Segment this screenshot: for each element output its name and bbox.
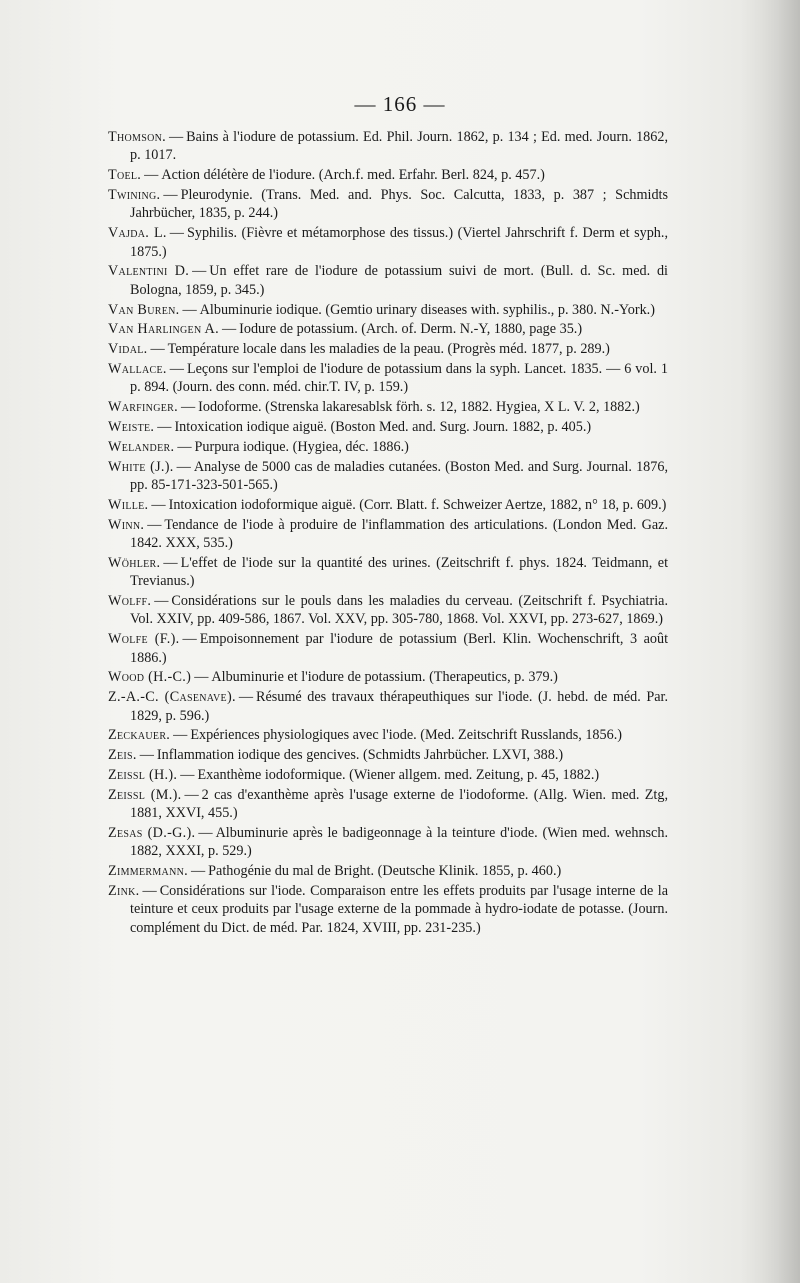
entry-author: Zeissl (H.). xyxy=(108,767,178,783)
entry-author: Zesas (D.-G.). xyxy=(108,825,196,841)
bibliography-entry xyxy=(108,458,668,495)
entry-title: Analyse de 5000 cas de maladies cutanées. xyxy=(193,458,442,475)
bibliography-entry xyxy=(108,516,668,553)
entry-dash: — xyxy=(192,263,207,280)
bibliography-entry xyxy=(108,688,668,725)
bibliography-entry xyxy=(108,320,668,338)
page-edge-shadow xyxy=(740,0,800,1283)
entry-reference: (Boston Med. and. Surg. Journ. 1882, p. 405.) xyxy=(330,419,592,435)
entry-dash: — xyxy=(147,516,162,533)
entry-title: Considérations sur le pouls dans les maladies du cerveau. xyxy=(171,593,513,609)
entry-dash: — xyxy=(190,863,206,880)
entry-reference: (Arch. of. Derm. N.-Y, 1880, page 35.) xyxy=(361,321,583,338)
entry-reference: (Berl. Klin. Wochenschrift, 3 août 1886.) xyxy=(130,631,669,666)
entry-title: L'effet de l'iode sur la quantité des urines. xyxy=(180,554,431,571)
entry-dash: — xyxy=(169,361,184,377)
entry-reference: (Strenska lakaresablsk förh. s. 12, 1882. Hygiea, X L. V. 2, 1882.) xyxy=(265,399,640,416)
entry-dash: — xyxy=(180,399,196,416)
entry-author: Vajda. L. xyxy=(108,225,167,242)
bibliography-entry xyxy=(108,554,668,591)
entry-dash: — xyxy=(184,786,199,803)
entry-reference: (London Med. Gaz. 1842. XXX, 535.) xyxy=(130,516,668,551)
entry-author: Zeckauer. xyxy=(108,727,171,744)
entry-reference: (Hygiea, déc. 1886.) xyxy=(292,438,409,455)
bibliography-entry xyxy=(108,186,668,223)
entry-dash: — xyxy=(142,883,157,899)
bibliography-entry xyxy=(108,340,668,358)
entry-dash: — xyxy=(182,301,197,318)
entry-title: Température locale dans les maladies de la peau. xyxy=(167,341,444,358)
bibliography-entry xyxy=(108,262,668,299)
bibliography-entry xyxy=(108,128,668,165)
entry-reference: (Deutsche Klinik. 1855, p. 460.) xyxy=(377,863,562,880)
entry-title: Résumé des travaux thérapeuthiques sur l'iode. xyxy=(256,689,533,706)
bibliography-entry xyxy=(108,360,668,397)
bibliography-entry xyxy=(108,882,668,937)
entry-title: Empoisonnement par l'iodure de potassium xyxy=(199,631,457,648)
entry-reference: (Gemtio urinary diseases with. syphilis., p. 380. N.-York.) xyxy=(325,301,655,318)
entry-reference: (Trans. Med. and. Phys. Soc. Calcutta, 1833, p. 387 ; Schmidts Jahrbücher, 1835, p. 244.) xyxy=(130,187,669,222)
entry-reference: (Therapeutics, p. 379.) xyxy=(429,669,558,686)
bibliography-entry xyxy=(108,496,668,514)
entry-reference: (Zeitschrift f. phys. 1824. Teidmann, et Trevianus.) xyxy=(130,554,669,590)
bibliography-entry xyxy=(108,824,668,861)
entry-dash: — xyxy=(198,825,213,841)
entry-dash: — xyxy=(151,496,166,513)
entry-title: Purpura iodique. xyxy=(194,438,290,455)
entry-dash: — xyxy=(157,419,172,435)
entry-title: Intoxication iodique aiguë. xyxy=(174,419,327,435)
entry-reference: (Allg. Wien. med. Ztg, 1881, XXVI, 455.) xyxy=(130,786,668,822)
bibliography-entry xyxy=(108,418,668,436)
entry-reference: (Med. Zeitschrift Russlands, 1856.) xyxy=(420,727,622,744)
entry-author: Wöhler. xyxy=(108,554,161,571)
entry-title: Exanthème iodoformique. xyxy=(197,767,346,783)
entry-author: Weiste. xyxy=(108,419,155,435)
bibliography-list xyxy=(108,128,668,939)
entry-reference: (J. hebd. de méd. Par. 1829, p. 596.) xyxy=(130,689,668,724)
entry-reference: Ed. Phil. Journ. 1862, p. 134 ; Ed. med. Journ. 1862, p. 1017. xyxy=(130,129,669,164)
entry-dash: — xyxy=(150,341,165,358)
entry-reference: Lancet. 1835. — 6 vol. 1 p. 894. (Journ. des conn. méd. chir.T. IV, p. 159.) xyxy=(130,361,668,396)
entry-dash: — xyxy=(221,321,237,338)
entry-title: 2 cas d'exanthème après l'usage externe de l'iodoforme. xyxy=(201,786,529,803)
entry-title: Pathogénie du mal de Bright. xyxy=(208,863,375,880)
bibliography-entry xyxy=(108,668,668,686)
page-number: — 166 — xyxy=(354,92,446,116)
entry-dash: — xyxy=(139,747,154,764)
entry-dash: — xyxy=(144,167,159,184)
entry-reference: (Bull. d. Sc. med. di Bologna, 1859, p. 345.) xyxy=(130,263,668,298)
entry-author: Valentini D. xyxy=(108,263,190,280)
entry-reference: (Progrès méd. 1877, p. 289.) xyxy=(447,341,610,358)
bibliography-entry xyxy=(108,301,668,319)
entry-reference: (Boston Med. and Surg. Journal. 1876, pp. 85-171-323-501-565.) xyxy=(130,458,669,493)
bibliography-entry xyxy=(108,166,668,184)
entry-title: Syphilis. (Fièvre et métamorphose des tissus.) xyxy=(186,225,454,242)
entry-author: Wolff. xyxy=(108,593,152,609)
entry-title: Albuminurie et l'iodure de potassium. xyxy=(211,669,426,686)
entry-reference: (Arch.f. med. Erfahr. Berl. 824, p. 457.) xyxy=(318,167,545,184)
bibliography-entry xyxy=(108,592,668,629)
entry-title: Albuminurie iodique. xyxy=(199,301,322,318)
bibliography-entry xyxy=(108,726,668,744)
bibliography-entry xyxy=(108,398,668,416)
entry-author: Warfinger. xyxy=(108,399,178,416)
bibliography-entry xyxy=(108,746,668,764)
entry-dash: — xyxy=(163,187,178,203)
entry-author: Welander. xyxy=(108,438,175,455)
entry-title: Leçons sur l'emploi de l'iodure de potassium dans la syph. xyxy=(186,361,521,377)
entry-author: Zimmermann. xyxy=(108,863,188,880)
bibliography-entry xyxy=(108,786,668,823)
entry-author: Van Harlingen A. xyxy=(108,321,219,338)
entry-author: Zeissl (M.). xyxy=(108,786,182,803)
entry-title: Action délétère de l'iodure. xyxy=(161,167,316,184)
entry-dash: — xyxy=(194,669,209,686)
entry-dash: — xyxy=(154,593,169,609)
entry-dash: — xyxy=(180,767,195,783)
entry-dash: — xyxy=(176,458,191,475)
entry-author: Vidal. xyxy=(108,341,148,358)
entry-dash: — xyxy=(169,225,184,242)
entry-author: Twining. xyxy=(108,187,161,203)
entry-author: Zeis. xyxy=(108,747,137,764)
entry-author: Z.-A.-C. (Casenave). xyxy=(108,689,236,706)
entry-dash: — xyxy=(168,129,184,145)
entry-title: Un effet rare de l'iodure de potassium suivi de mort. xyxy=(209,263,534,280)
bibliography-entry xyxy=(108,862,668,880)
entry-title: Considérations sur l'iode. Comparaison entre les effets produits par l'usage interne de la teinture et ceux produits par l'usage externe de la pommade à hydro-iodate de potasse. xyxy=(130,883,668,918)
entry-dash: — xyxy=(238,689,254,706)
entry-title: Iodure de potassium. xyxy=(239,321,358,338)
bibliography-entry xyxy=(108,766,668,784)
entry-title: Tendance de l'iode à produire de l'inflammation des articulations. xyxy=(164,516,548,533)
entry-reference: (Wiener allgem. med. Zeitung, p. 45, 1882.) xyxy=(349,767,600,783)
entry-reference: (Zeitschrift f. Psychiatria. Vol. XXIV, pp. 409-586, 1867. Vol. XXV, pp. 305-780, 1868. Vol. XXVI, pp. 273-627, 1869.) xyxy=(130,593,668,628)
entry-reference: (Viertel Jahrschrift f. Derm et syph., 1875.) xyxy=(130,225,668,260)
entry-author: Van Buren. xyxy=(108,301,180,318)
entry-dash: — xyxy=(163,554,178,571)
entry-reference: (Wien med. wehnsch. 1882, XXXI, p. 529.) xyxy=(130,825,668,860)
entry-author: Wood (H.-C.) xyxy=(108,669,192,686)
entry-title: Expériences physiologiques avec l'iode. xyxy=(190,727,417,744)
bibliography-entry xyxy=(108,438,668,456)
entry-title: Albuminurie après le badigeonnage à la teinture d'iode. xyxy=(215,825,538,841)
entry-author: Zink. xyxy=(108,883,140,899)
entry-author: Wolfe (F.). xyxy=(108,631,180,648)
entry-author: White (J.). xyxy=(108,458,174,475)
entry-title: Inflammation iodique des gencives. xyxy=(156,747,360,764)
entry-reference: (Journ. complément du Dict. de méd. Par. 1824, XVIII, pp. 231-235.) xyxy=(130,901,669,936)
entry-reference: (Corr. Blatt. f. Schweizer Aertze, 1882, n° 18, p. 609.) xyxy=(359,496,667,513)
entry-dash: — xyxy=(182,631,197,648)
entry-title: Intoxication iodoformique aiguë. xyxy=(168,496,356,513)
entry-title: Iodoforme. xyxy=(198,399,262,416)
entry-author: Thomson. xyxy=(108,129,166,145)
entry-author: Winn. xyxy=(108,516,145,533)
entry-dash: — xyxy=(173,727,188,744)
bibliography-entry xyxy=(108,224,668,261)
entry-title: Pleurodynie. xyxy=(180,187,253,203)
entry-dash: — xyxy=(177,438,192,455)
entry-author: Toel. xyxy=(108,167,142,184)
entry-reference: (Schmidts Jahrbücher. LXVI, 388.) xyxy=(362,747,564,764)
entry-author: Wille. xyxy=(108,496,149,513)
entry-title: Bains à l'iodure de potassium. xyxy=(186,129,359,145)
entry-author: Wallace. xyxy=(108,361,167,377)
bibliography-entry xyxy=(108,630,668,667)
